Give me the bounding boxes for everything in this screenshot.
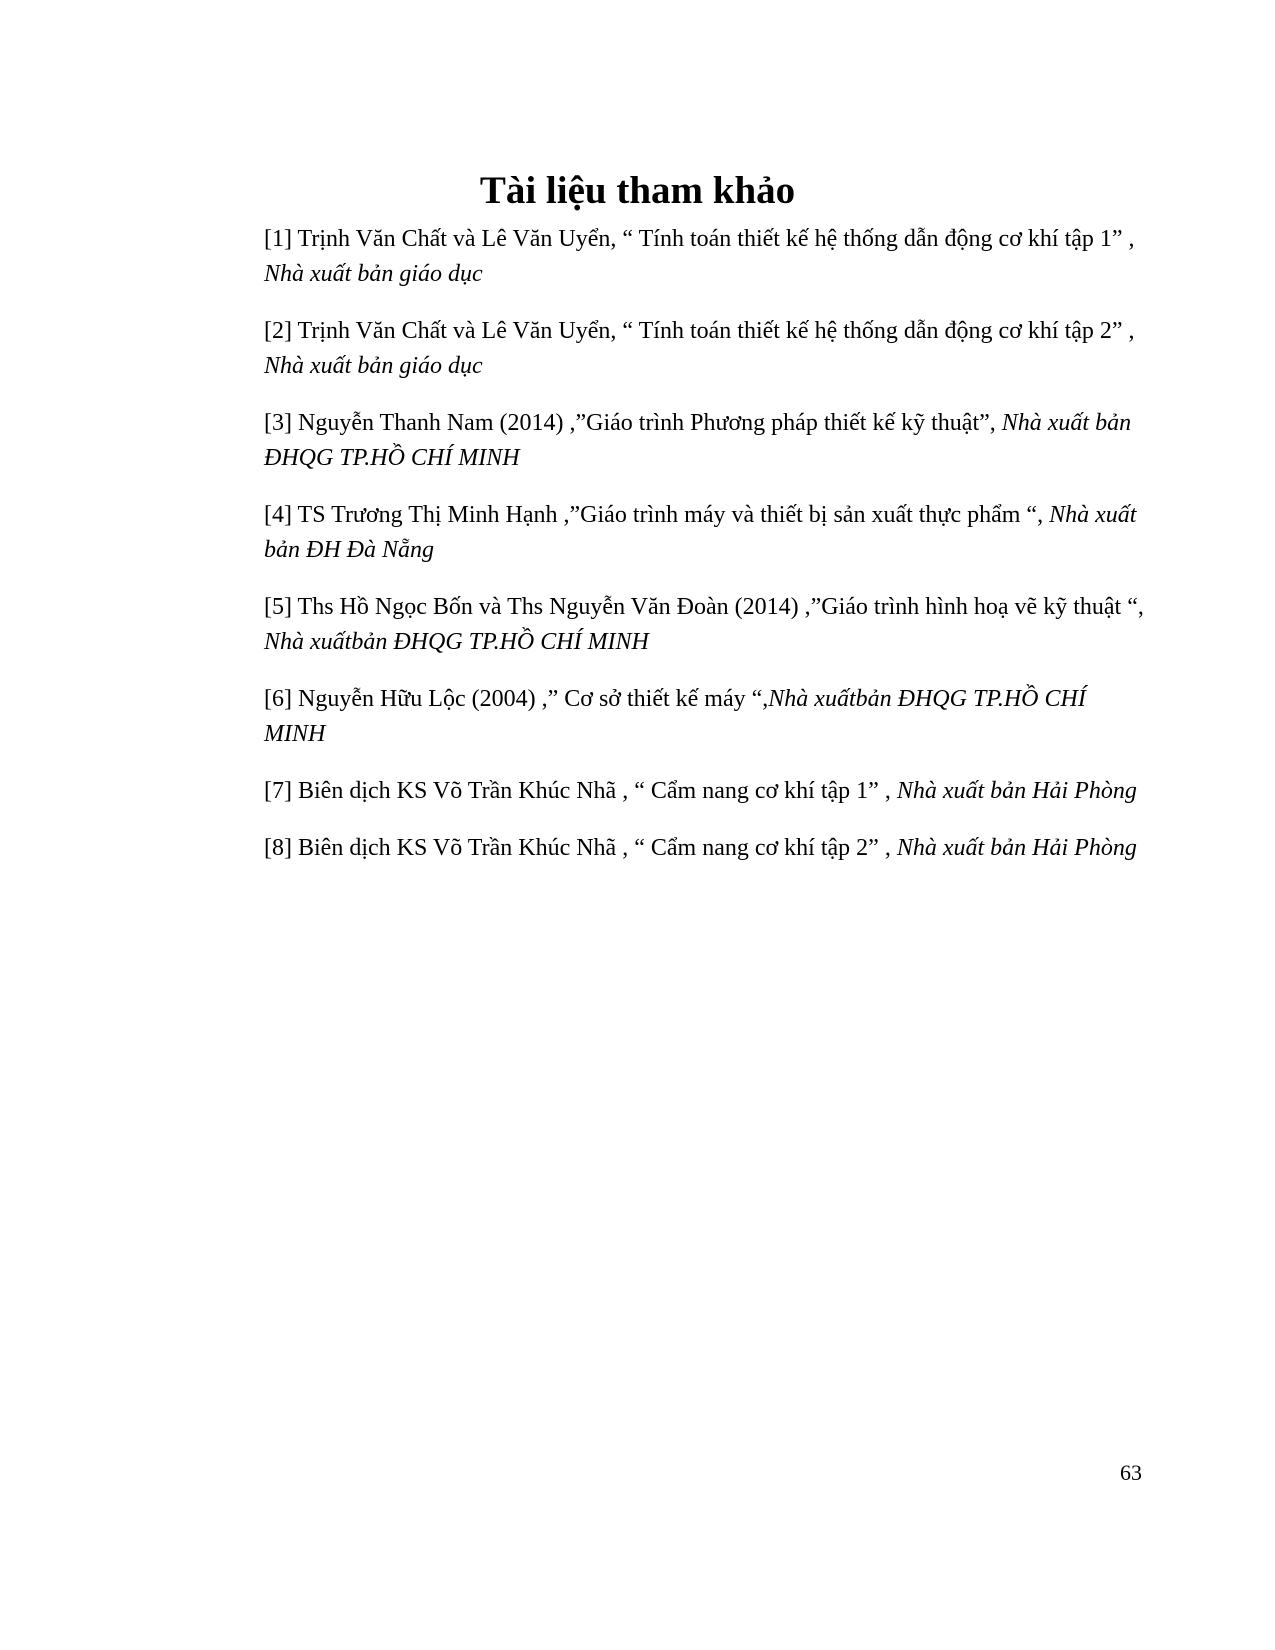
- reference-publisher: Nhà xuất bản giáo dục: [264, 353, 483, 379]
- reference-text: [4] TS Trương Thị Minh Hạnh ,”Giáo trình máy và thiết bị sản xuất thực phẩm “,: [264, 502, 1050, 528]
- reference-item: [264, 314, 1144, 384]
- page-number: 63: [1120, 1460, 1142, 1485]
- reference-publisher: Nhà xuất bản ĐH Đà Nẵng: [264, 502, 1137, 563]
- reference-list: [264, 222, 1144, 888]
- reference-item: [264, 222, 1144, 292]
- reference-item: [264, 406, 1144, 476]
- reference-text: [5] Ths Hồ Ngọc Bốn và Ths Nguyễn Văn Đoàn (2014) ,”Giáo trình hình hoạ vẽ kỹ thuật “,: [264, 594, 1144, 620]
- reference-item: [264, 498, 1144, 568]
- reference-publisher: Nhà xuấtbản ĐHQG TP.HỒ CHÍ MINH: [264, 686, 1086, 747]
- reference-item: [264, 682, 1144, 752]
- reference-text: [3] Nguyễn Thanh Nam (2014) ,”Giáo trình Phương pháp thiết kế kỹ thuật”,: [264, 410, 1002, 436]
- reference-text: [7] Biên dịch KS Võ Trần Khúc Nhã , “ Cẩm nang cơ khí tập 1” ,: [264, 778, 897, 804]
- reference-text: [2] Trịnh Văn Chất và Lê Văn Uyển, “ Tính toán thiết kế hệ thống dẫn động cơ khí tập 2” ,: [264, 318, 1135, 344]
- reference-text: [8] Biên dịch KS Võ Trần Khúc Nhã , “ Cẩm nang cơ khí tập 2” ,: [264, 835, 897, 861]
- page-title: Tài liệu tham khảo: [479, 169, 796, 212]
- reference-item: [264, 831, 1144, 866]
- reference-item: [264, 774, 1144, 809]
- reference-text: [6] Nguyễn Hữu Lộc (2004) ,” Cơ sở thiết kế máy “,: [264, 686, 769, 712]
- reference-text: [1] Trịnh Văn Chất và Lê Văn Uyển, “ Tính toán thiết kế hệ thống dẫn động cơ khí tập 1” ,: [264, 226, 1135, 252]
- reference-item: [264, 590, 1144, 660]
- reference-publisher: Nhà xuất bản Hải Phòng: [896, 778, 1137, 804]
- reference-publisher: Nhà xuất bản giáo dục: [264, 261, 483, 287]
- reference-publisher: Nhà xuấtbản ĐHQG TP.HỒ CHÍ MINH: [264, 629, 649, 655]
- reference-publisher: Nhà xuất bản Hải Phòng: [896, 835, 1137, 861]
- reference-publisher: Nhà xuất bản ĐHQG TP.HỒ CHÍ MINH: [264, 410, 1132, 471]
